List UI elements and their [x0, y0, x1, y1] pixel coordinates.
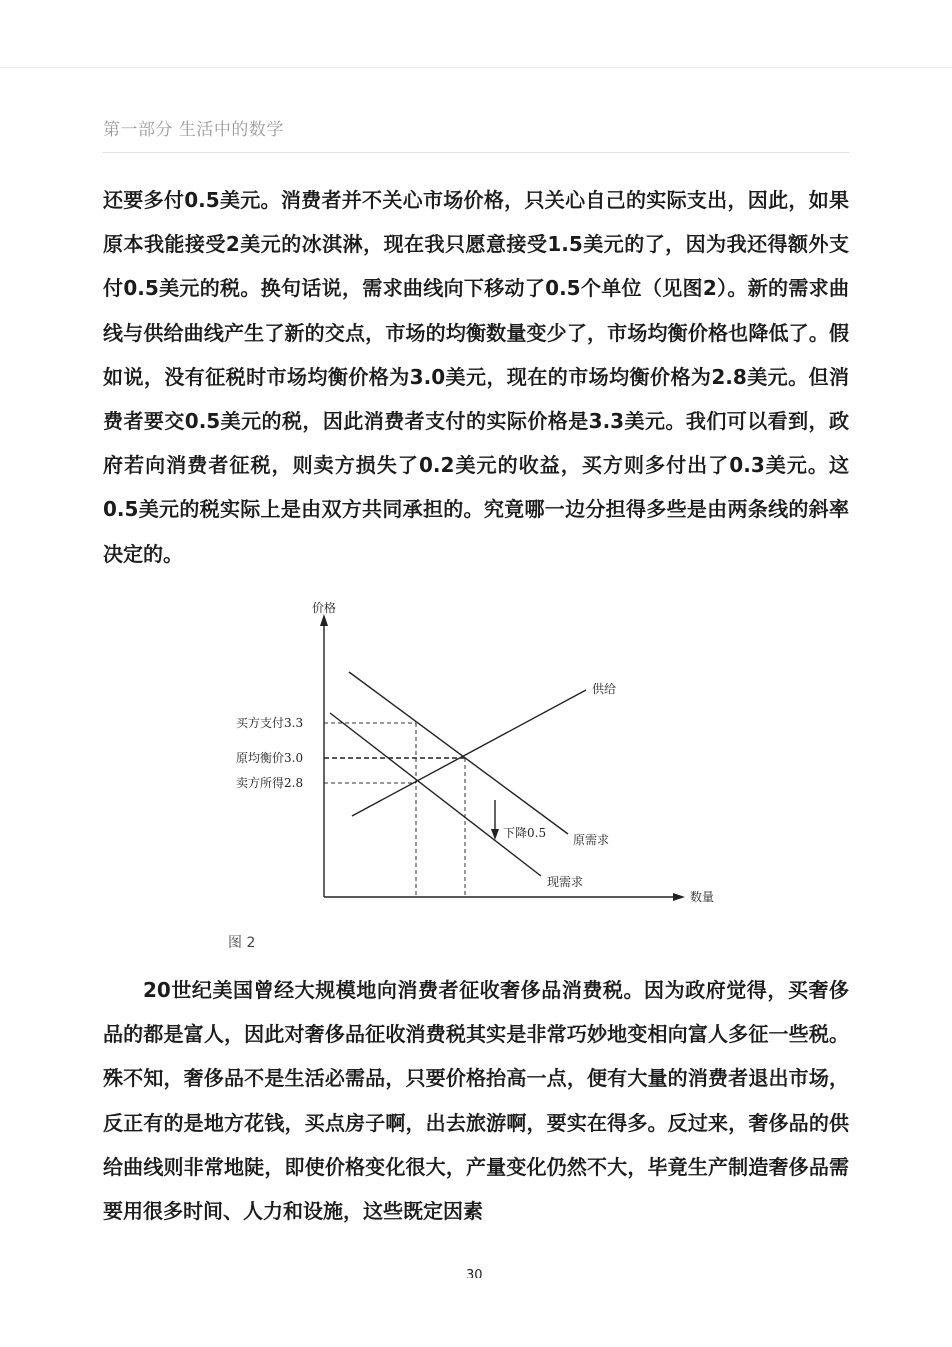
- x-axis-label: 数量: [690, 890, 715, 904]
- y-axis-arrow: [320, 614, 328, 626]
- page-number: 30: [466, 1268, 483, 1278]
- supply-curve: [352, 690, 586, 816]
- buyer-price-label: 买方支付3.3: [236, 716, 304, 730]
- top-border: [0, 67, 952, 68]
- shift-label: 下降0.5: [503, 826, 547, 840]
- original-demand-label: 原需求: [573, 833, 610, 847]
- paragraph-1: 还要多付0.5美元。消费者并不关心市场价格，只关心自己的实际支出，因此，如果原本我能接受2美元的冰淇淋，现在我只愿意接受1.5美元的了，因为我还得额外支付0.5美元的税。换句话说，需求曲线向下移动了0.5个单位（见图2）。新的需求曲线与供给曲线产生了新的交点，市场的均衡数量变少了，市场均衡价格也降低了。假如说，没有征税时市场均衡价格为3.0美元，现在的市场均衡价格为2.8美元。但消费者要交0.5美元的税，因此消费者支付的实际价格是3.3美元。我们可以看到，政府若向消费者征税，则卖方损失了0.2美元的收益，买方则多付出了0.3美元。这0.5美元的税实际上是由双方共同承担的。究竟哪一边分担得多些是由两条线的斜率决定的。: [103, 188, 849, 566]
- figure-caption: 图 2: [228, 935, 256, 951]
- running-header: 第一部分 生活中的数学: [103, 120, 284, 140]
- header-divider: [103, 152, 849, 153]
- y-axis-label: 价格: [312, 601, 337, 615]
- supply-demand-diagram: [200, 590, 740, 920]
- new-demand-label: 现需求: [547, 875, 584, 889]
- new-demand-curve: [330, 713, 541, 876]
- supply-label: 供给: [592, 682, 617, 696]
- paragraph-2: 20世纪美国曾经大规模地向消费者征收奢侈品消费税。因为政府觉得，买奢侈品的都是富人，因此对奢侈品征收消费税其实是非常巧妙地变相向富人多征一些税。殊不知，奢侈品不是生活必需品，只要价格抬高一点，便有大量的消费者退出市场，反正有的是地方花钱，买点房子啊，出去旅游啊，要实在得多。反过来，奢侈品的供给曲线则非常地陡，即使价格变化很大，产量变化仍然不大，毕竟生产制造奢侈品需要用很多时间、人力和设施，这些既定因素: [103, 978, 849, 1224]
- x-axis-arrow: [673, 893, 685, 901]
- original-price-label: 原均衡价3.0: [236, 751, 304, 765]
- seller-price-label: 卖方所得2.8: [236, 776, 304, 790]
